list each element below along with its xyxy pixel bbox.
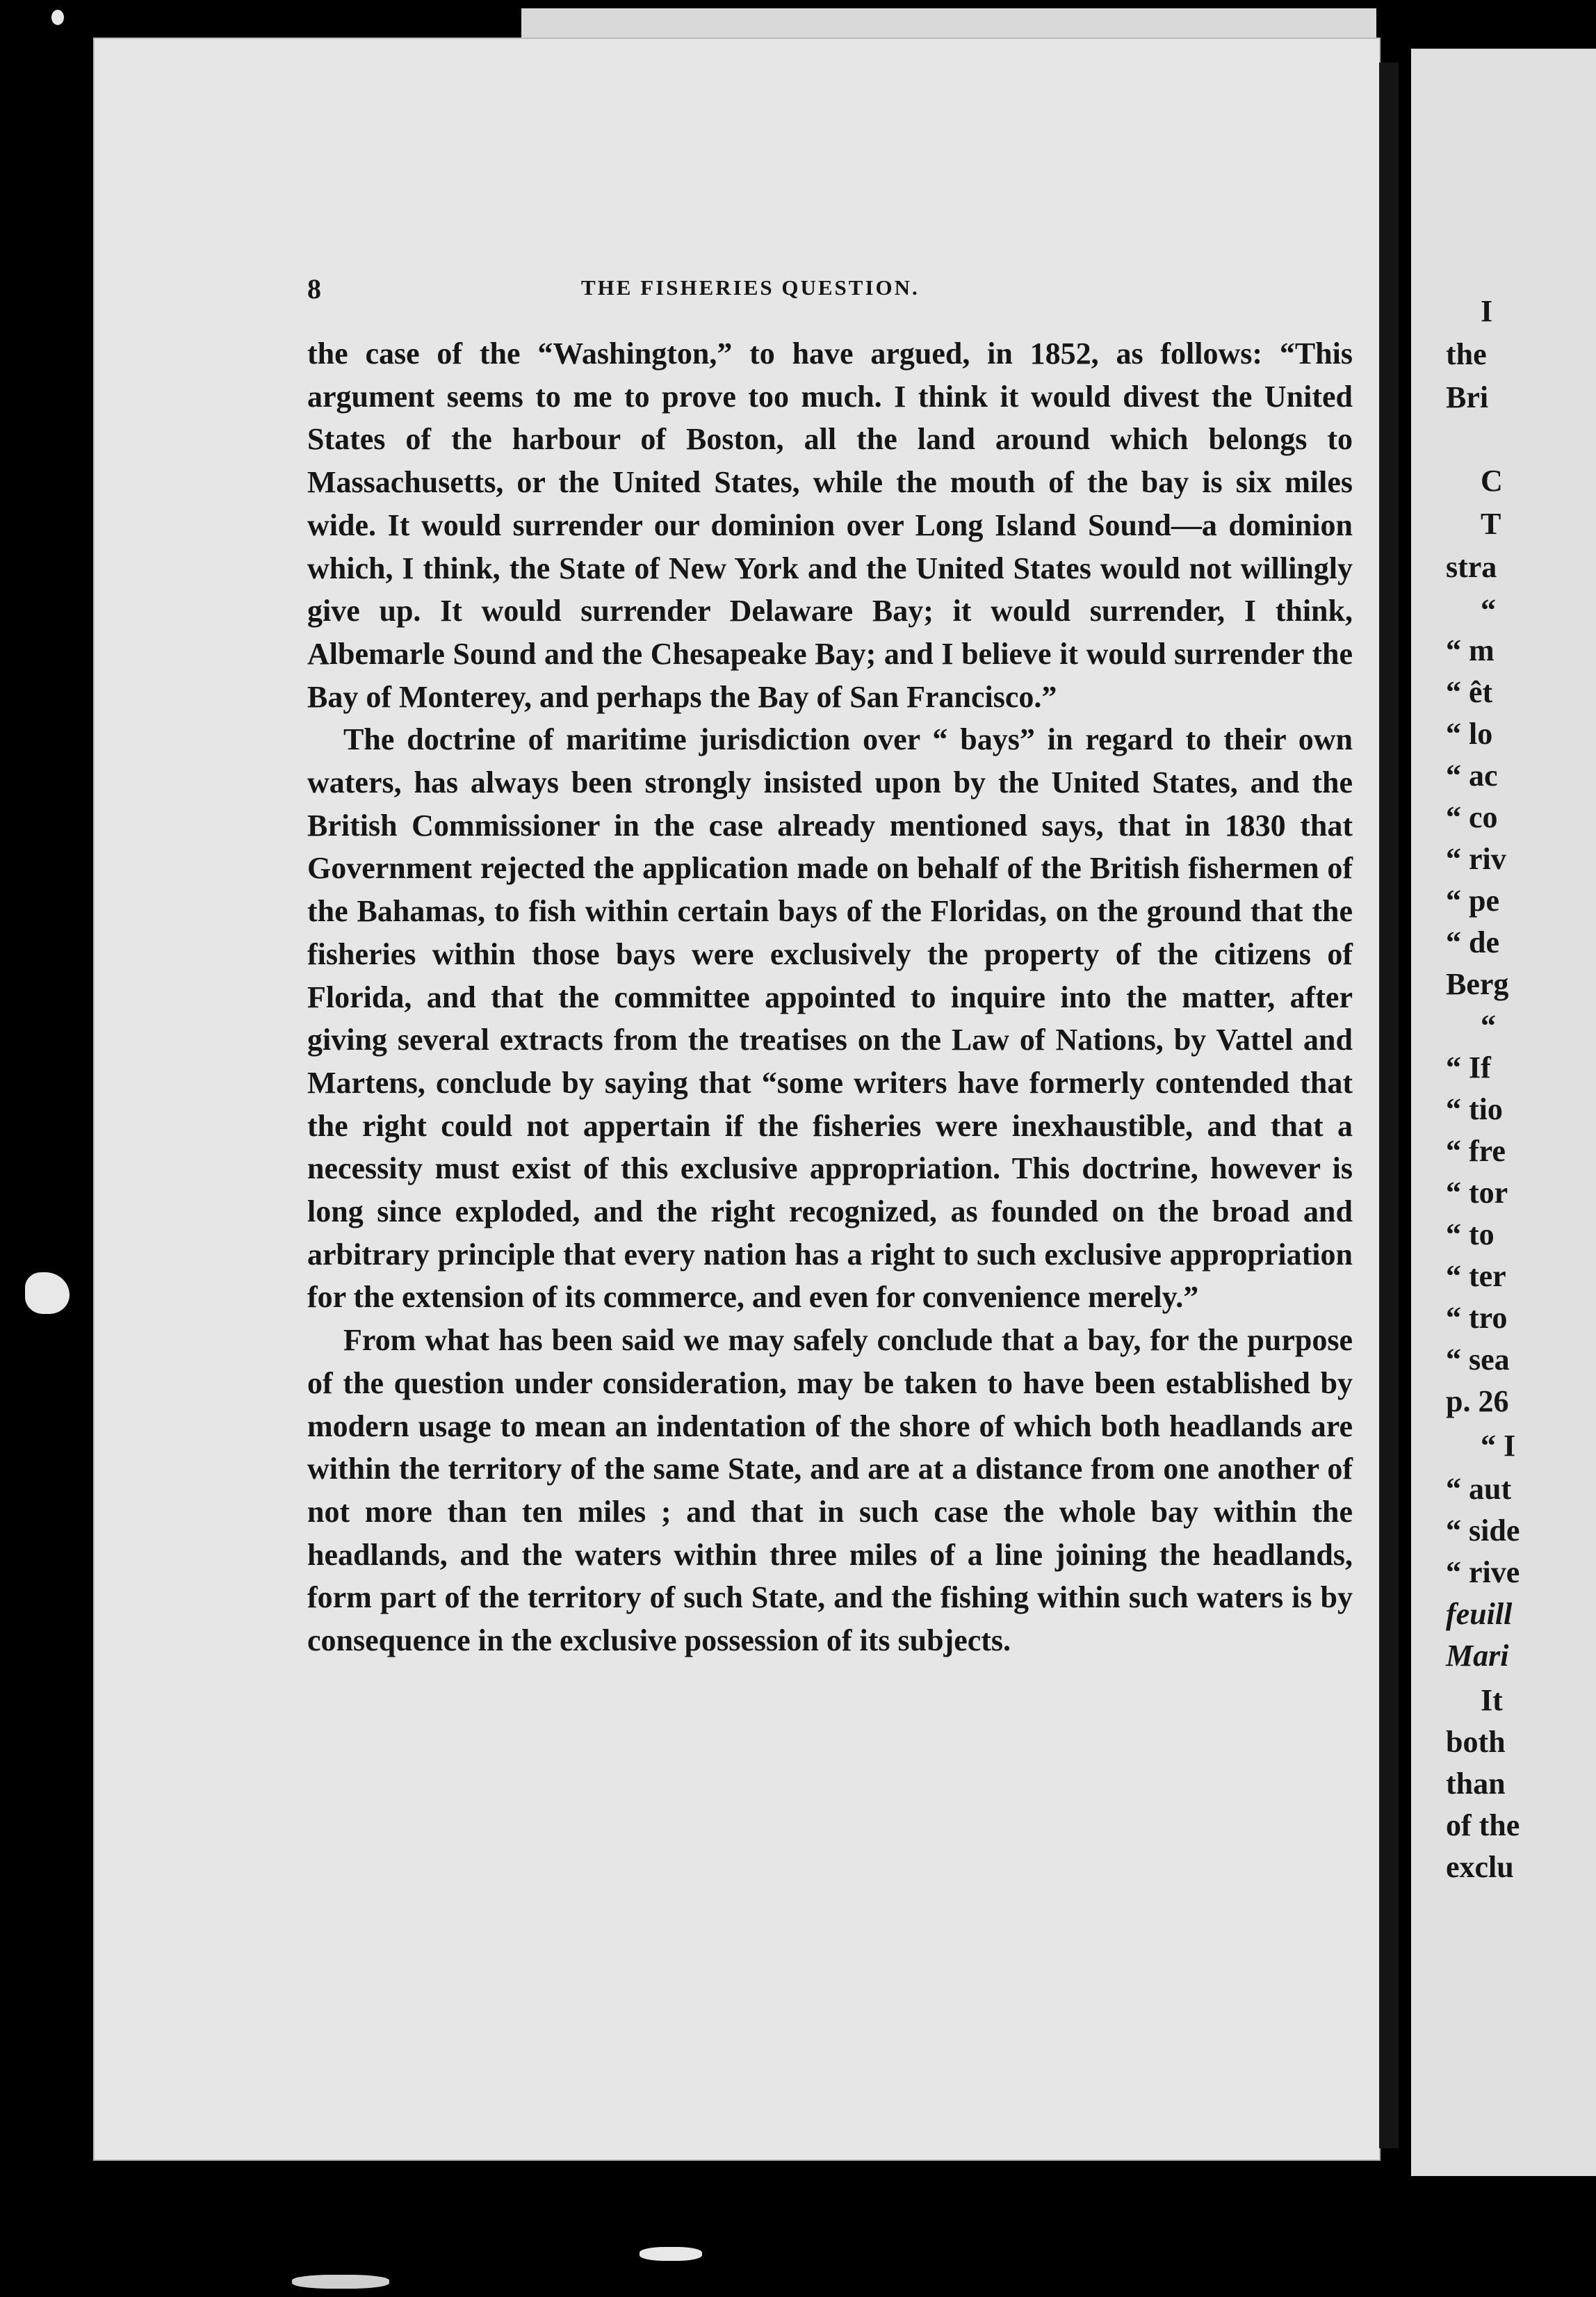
adjacent-page (1411, 49, 1596, 2176)
page-header (95, 273, 1379, 307)
adjacent-page-fragment: “ co (1446, 800, 1498, 834)
paragraph: The doctrine of maritime jurisdiction over “ bays” in regard to their own waters, has always been strongly insisted upon by the United States, and the British Commissioner in the case already mentioned says, that in 1830 that Government rejected the application made on behalf of the British fishermen of the Bahamas, to fish within certain bays of the Floridas, on the ground that the fisheries within those bays were exclusively the property of the citizens of Florida, and that the committee appointed to inquire into the matter, after giving several extracts from the treatises on the Law of Nations, by Vattel and Martens, conclude by saying that “some writers have formerly contended that the right could not appertain if the fisheries were inexhaustible, and that a necessity must exist of this exclusive appropriation. This doctrine, however is long since exploded, and the right recognized, as founded on the broad and arbitrary principle that every nation has a right to such exclusive appropriation for the extension of its commerce, and even for convenience merely.” (307, 722, 1353, 1315)
page-gutter-shadow (1379, 63, 1399, 2148)
paragraph: From what has been said we may safely conclude that a bay, for the purpose of the question under consideration, may be taken to have been established by modern usage to mean an indentation of the shore of which both headlands are within the territory of the same State, and are at a distance from one another of not more than ten miles ; and that in such case the whole bay within the headlands, and the waters within three miles of a line joining the headlands, form part of the territory of such State, and the fishing within such waters is by consequence in the exclusive possession of its subjects. (307, 1323, 1353, 1658)
running-head: THE FISHERIES QUESTION. (581, 275, 920, 300)
adjacent-page-fragment: stra (1446, 550, 1497, 584)
page-top-edge (521, 8, 1376, 40)
adjacent-page-fragment: “ (1481, 1009, 1496, 1043)
adjacent-page-fragment: “ ac (1446, 758, 1498, 793)
book-page (95, 39, 1379, 2159)
adjacent-page-fragment: “ I (1481, 1429, 1516, 1463)
adjacent-page-fragment: “ riv (1446, 842, 1506, 876)
adjacent-page-fragment: Mari (1446, 1639, 1509, 1673)
adjacent-page-fragment: “ to (1446, 1217, 1495, 1251)
adjacent-page-fragment: “ tor (1446, 1176, 1508, 1210)
adjacent-page-fragment: “ tro (1446, 1301, 1508, 1335)
adjacent-page-fragment: “ ter (1446, 1259, 1506, 1293)
scan-speck (51, 10, 64, 25)
scan-speck (640, 2247, 702, 2261)
adjacent-page-fragment: I (1481, 294, 1493, 328)
scan-speck (292, 2275, 389, 2289)
adjacent-page-fragment: than (1446, 1767, 1506, 1801)
adjacent-page-fragment: of the (1446, 1808, 1520, 1842)
adjacent-page-fragment: exclu (1446, 1850, 1514, 1884)
adjacent-page-fragment: Berg (1446, 967, 1509, 1001)
adjacent-page-fragment: p. 26 (1446, 1384, 1509, 1418)
adjacent-page-fragment: “ tio (1446, 1092, 1503, 1126)
adjacent-page-fragment: C (1481, 464, 1503, 498)
adjacent-page-fragment: “ sea (1446, 1342, 1510, 1377)
adjacent-page-fragment: “ êt (1446, 675, 1493, 709)
adjacent-page-fragment: “ fre (1446, 1134, 1506, 1168)
page-body (307, 332, 1353, 1662)
adjacent-page-fragment: “ pe (1446, 884, 1499, 918)
paragraph: the case of the “Washington,” to have argued, in 1852, as follows: “This argument seems to me to prove too much. I think it would divest the United States of the harbour of Boston, all the land around which belongs to Massachusetts, or the United States, while the mouth of the bay is six miles wide. It would surrender our dominion over Long Island Sound—a dominion which, I think, the State of New York and the United States would not willingly give up. It would surrender Delaware Bay; it would surrender, I think, Albemarle Sound and the Chesapeake Bay; and I believe it would surrender the Bay of Monterey, and perhaps the Bay of San Francisco.” (307, 336, 1353, 714)
adjacent-page-fragment: feuill (1446, 1597, 1513, 1631)
adjacent-page-fragment: “ rive (1446, 1555, 1520, 1589)
adjacent-page-fragment: “ de (1446, 925, 1499, 959)
adjacent-page-fragment: both (1446, 1725, 1506, 1759)
adjacent-page-fragment: It (1481, 1683, 1503, 1717)
page-number: 8 (307, 273, 321, 305)
adjacent-page-fragment: Bri (1446, 380, 1489, 414)
adjacent-page-fragment: “ side (1446, 1513, 1520, 1548)
scan-speck (25, 1272, 70, 1314)
adjacent-page-fragment: T (1481, 507, 1501, 541)
adjacent-page-fragment: “ (1481, 593, 1496, 627)
adjacent-page-fragment: “ lo (1446, 717, 1493, 751)
adjacent-page-fragment: the (1446, 337, 1487, 371)
adjacent-page-fragment: “ If (1446, 1050, 1491, 1085)
adjacent-page-fragment: “ m (1446, 633, 1495, 667)
adjacent-page-fragment: “ aut (1446, 1472, 1512, 1506)
